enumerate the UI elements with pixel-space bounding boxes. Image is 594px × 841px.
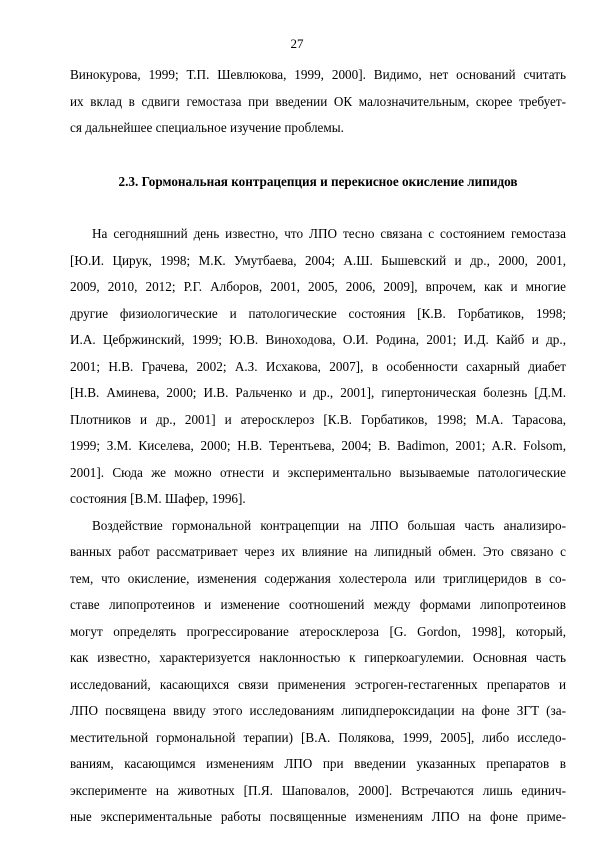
text-line: ваниям, касающимся изменениям ЛПО при введении указанных препаратов в — [70, 756, 566, 771]
text-line: другие физиологические и патологические состояния [К.В. Горбатиков, 1998; — [70, 305, 566, 321]
text-line: [Ю.И. Цирук, 1998; М.К. Умутбаева, 2004; А.Ш. Бышевский и др., 2000, 2001, — [70, 252, 566, 268]
paragraph-2 — [70, 513, 566, 831]
text-line: ванных работ рассматривает через их влияние на липидный обмен. Это связано с — [70, 544, 566, 559]
text-line: как известно, характеризуется наклонностью к гиперкоагулемии. Основная часть — [70, 650, 566, 665]
document-body — [70, 62, 566, 831]
text-line: эксперименте на животных [П.Я. Шаповалов, 2000]. Встречаются лишь единич- — [70, 782, 566, 798]
text-line: Винокурова, 1999; Т.П. Шевлюкова, 1999, 2000]. Видимо, нет оснований считать — [70, 67, 566, 82]
text-line: [Н.В. Аминева, 2000; И.В. Ральченко и др., 2001], гипертоническая болезнь [Д.М. — [70, 385, 566, 400]
text-line: Воздействие гормональной контрацепции на ЛПО большая часть анализиро- — [92, 517, 566, 533]
text-line: 2001]. Сюда же можно отнести и экспериментально вызываемые патологические — [70, 464, 566, 480]
text-line: их вклад в сдвиги гемостаза при введении ОК малозначительным, скорее требует- — [70, 93, 566, 109]
text-line: состояния [В.М. Шафер, 1996]. — [70, 491, 246, 506]
text-line: И.А. Цебржинский, 1999; Ю.В. Виноходова, О.И. Родина, 2001; И.Д. Кайб и др., — [70, 332, 566, 347]
text-line: 2009, 2010, 2012; Р.Г. Алборов, 2001, 2005, 2006, 2009], впрочем, как и многие — [70, 279, 566, 294]
text-line: тем, что окисление, изменения содержания холестерола или триглицеридов в со- — [70, 570, 566, 586]
text-line: 2001; Н.В. Грачева, 2002; А.З. Исхакова, 2007], в особенности сахарный диабет — [70, 358, 566, 374]
section-heading: 2.3. Гормональная контрацепция и перекисное окисление липидов — [118, 173, 518, 189]
paragraph-continued — [70, 62, 566, 142]
paragraph-1 — [70, 221, 566, 513]
text-line: ЛПО посвящена ввиду этого исследованиям липидпероксидации на фоне ЗГТ (за- — [70, 703, 566, 718]
text-line: могут определять прогрессирование атеросклероза [G. Gordon, 1998], который, — [70, 623, 566, 639]
page-number: 27 — [290, 36, 304, 51]
text-line: местительной гормональной терапии) [В.А. Полякова, 1999, 2005], либо исследо- — [70, 729, 566, 745]
text-line: 1999; З.М. Киселева, 2000; Н.В. Терентьева, 2004; B. Badimon, 2001; A.R. Folsom, — [70, 438, 566, 453]
text-line: исследований, касающихся связи применения эстроген-гестагенных препаратов и — [70, 676, 566, 692]
text-line: ся дальнейшее специальное изучение проблемы. — [70, 120, 344, 135]
text-line: На сегодняшний день известно, что ЛПО тесно связана с состоянием гемостаза — [92, 226, 566, 241]
text-line: ные экспериментальные работы посвященные изменениям ЛПО на фоне приме- — [70, 809, 566, 824]
text-line: ставе липопротеинов и изменение соотношений между формами липопротеинов — [70, 597, 566, 612]
text-line: Плотников и др., 2001] и атеросклероз [К.В. Горбатиков, 1998; М.А. Тарасова, — [70, 411, 566, 427]
